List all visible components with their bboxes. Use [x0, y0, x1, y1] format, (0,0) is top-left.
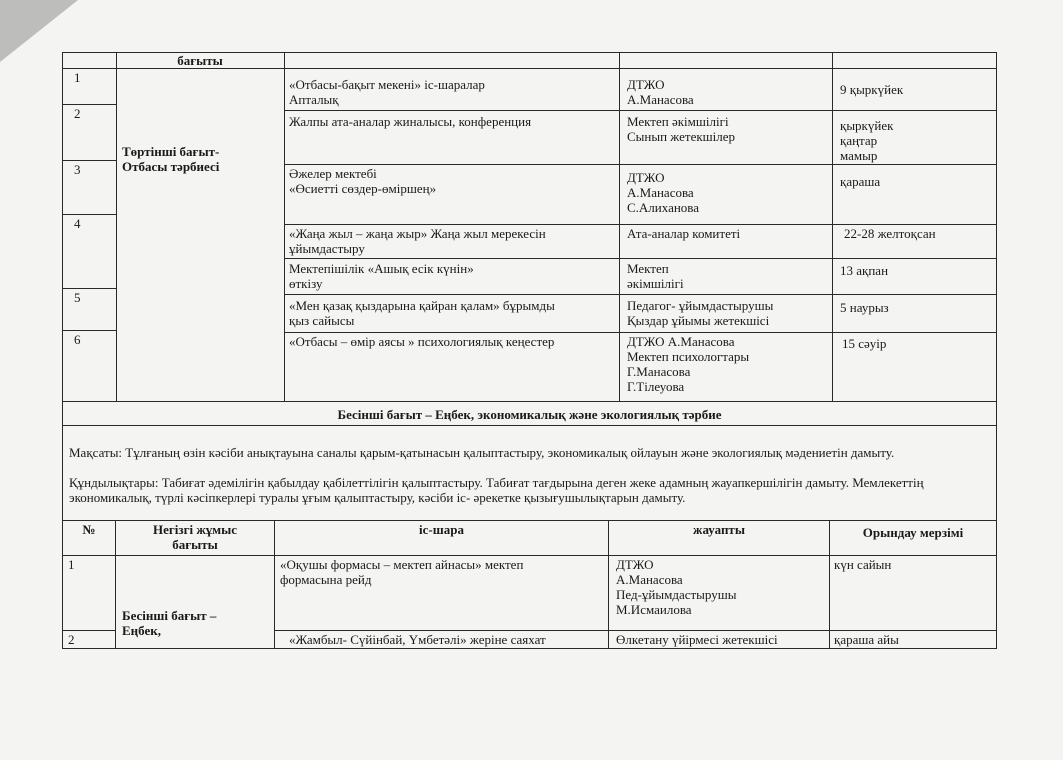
header-direction: Негізгі жұмыс бағыты [115, 520, 275, 556]
responsible-text: Мектеп әкімшілігі Сынып жетекшілер [627, 114, 736, 144]
date-text: қараша айы [834, 632, 899, 647]
responsible-text: ДТЖО А.Манасова С.Алиханова [627, 170, 700, 215]
date-text: 22-28 желтоқсан [844, 226, 936, 241]
responsible-text: ДТЖО А.Манасова Мектеп психологтары Г.Манасова Г.Тілеуова [627, 334, 750, 394]
row-number: 1 [74, 70, 81, 85]
row-number: 1 [68, 557, 75, 572]
event-text: «Отбасы – өмір аясы » психологиялық кеңестер [289, 334, 555, 349]
header-deadline: Орындау мерзімі [829, 520, 997, 556]
responsible-text: ДТЖО А.Манасова [627, 77, 694, 107]
section4-direction-label: Төртінші бағыт- Отбасы тәрбиесі [122, 144, 220, 174]
date-text: 13 ақпан [840, 263, 889, 278]
section5-description [62, 425, 997, 521]
date-text: 9 қыркүйек [840, 82, 904, 97]
header-event: іс-шара [274, 520, 609, 556]
header-num: № [62, 520, 116, 556]
responsible-text: Өлкетану үйірмесі жетекшісі [616, 632, 778, 647]
responsible-text: Мектеп әкімшілігі [627, 261, 684, 291]
date-text: қыркүйек қаңтар мамыр [840, 118, 894, 163]
direction-header: бағыты [177, 53, 223, 68]
section5-direction-label: Бесінші бағыт – Еңбек, [122, 608, 217, 638]
date-text: 15 сәуір [842, 336, 887, 351]
event-text: «Жамбыл- Сүйінбай, Үмбетәлі» жеріне саяхат [289, 632, 546, 647]
row-number: 2 [68, 632, 75, 647]
goal-text: Мақсаты: Тұлғаның өзін кәсіби анықтауына саналы қарым-қатынасын қалыптастыру, экономикалық ойлауын және экологиялық мәдениетін дамыту. [69, 445, 895, 460]
row-number: 3 [74, 162, 81, 177]
responsible-text: Ата-аналар комитеті [627, 226, 741, 241]
row-number: 2 [74, 106, 81, 121]
event-text: «Оқушы формасы – мектеп айнасы» мектеп формасына рейд [280, 557, 524, 587]
values-text: Құндылықтары: Табиғат әдемілігін қабылдау қабілеттілігін қалыптастыру. Табиғат тағдырына деген жеке адамның жауапкершілігін дамыту. Мемлекеттің экономикалық, түрлі кәсіпкерлері туралы ұғым қалыптастыру, кәсіби іс- әрекетке қызығушылықтарын дамыту. [69, 475, 924, 505]
header-responsible: жауапты [608, 520, 830, 556]
event-text: «Жаңа жыл – жаңа жыр» Жаңа жыл мерекесін ұйымдастыру [289, 226, 546, 256]
section5-title: Бесінші бағыт – Еңбек, экономикалық және экологиялық тәрбие [62, 401, 997, 426]
row-number: 6 [74, 332, 81, 347]
event-text: Жалпы ата-аналар жиналысы, конференция [289, 114, 532, 129]
responsible-text: ДТЖО А.Манасова Пед-ұйымдастырушы М.Исмаилова [616, 557, 737, 617]
date-text: күн сайын [834, 557, 892, 572]
event-text: «Мен қазақ қыздарына қайран қалам» бұрымды қыз сайысы [289, 298, 555, 328]
responsible-text: Педагог- ұйымдастырушы Қыздар ұйымы жетекшісі [627, 298, 774, 328]
row-number: 4 [74, 216, 81, 231]
event-text: «Отбасы-бақыт мекені» іс-шаралар Апталық [289, 77, 485, 107]
event-text: Әжелер мектебі «Өсиетті сөздер-өміршең» [289, 166, 437, 196]
event-text: Мектепішілік «Ашық есік күнін» өткізу [289, 261, 474, 291]
row-number: 5 [74, 290, 81, 305]
date-text: 5 наурыз [840, 300, 889, 315]
date-text: қараша [840, 174, 881, 189]
